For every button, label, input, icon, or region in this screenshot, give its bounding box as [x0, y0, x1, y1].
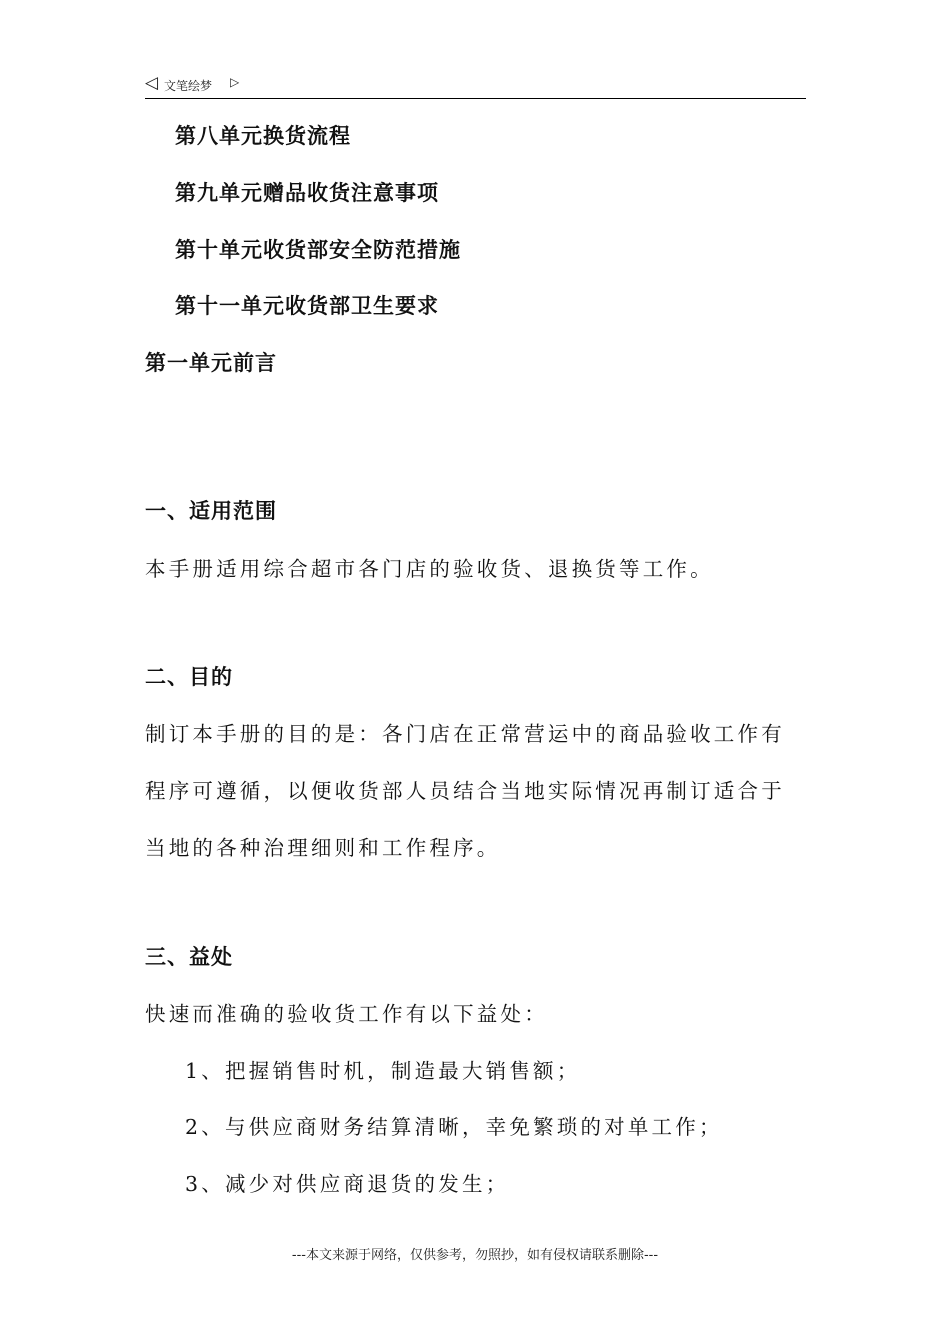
list-item: 3、减少对供应商退货的发生；	[185, 1172, 510, 1196]
header-title: 文笔绘梦	[164, 79, 213, 93]
section-heading-scope: 一、适用范围	[145, 499, 277, 523]
unit-title: 第一单元前言	[145, 351, 277, 375]
page-header	[145, 72, 806, 99]
toc-item-unit-9: 第九单元赠品收货注意事项	[175, 181, 439, 205]
section-heading-purpose: 二、目的	[145, 665, 233, 689]
right-triangle-icon: ▷	[230, 75, 240, 89]
toc-item-unit-11: 第十一单元收货部卫生要求	[175, 294, 439, 318]
toc-item-unit-8: 第八单元换货流程	[175, 124, 351, 148]
section-heading-benefits: 三、益处	[145, 945, 233, 969]
paragraph-line: 当地的各种治理细则和工作程序。	[145, 836, 501, 860]
list-item: 1、把握销售时机，制造最大销售额；	[185, 1059, 581, 1083]
paragraph-line: 本手册适用综合超市各门店的验收货、退换货等工作。	[145, 557, 714, 581]
page-footer: ---本文来源于网络，仅供参考，勿照抄，如有侵权请联系删除---	[291, 1248, 659, 1263]
paragraph-line: 制订本手册的目的是：各门店在正常营运中的商品验收工作有	[145, 722, 785, 746]
list-item: 2、与供应商财务结算清晰，幸免繁琐的对单工作；	[185, 1115, 723, 1139]
paragraph-line: 快速而准确的验收货工作有以下益处：	[145, 1002, 548, 1026]
left-triangle-icon: ◁	[145, 73, 159, 93]
paragraph-line: 程序可遵循，以便收货部人员结合当地实际情况再制订适合于	[145, 779, 785, 803]
toc-item-unit-10: 第十单元收货部安全防范措施	[175, 238, 461, 262]
